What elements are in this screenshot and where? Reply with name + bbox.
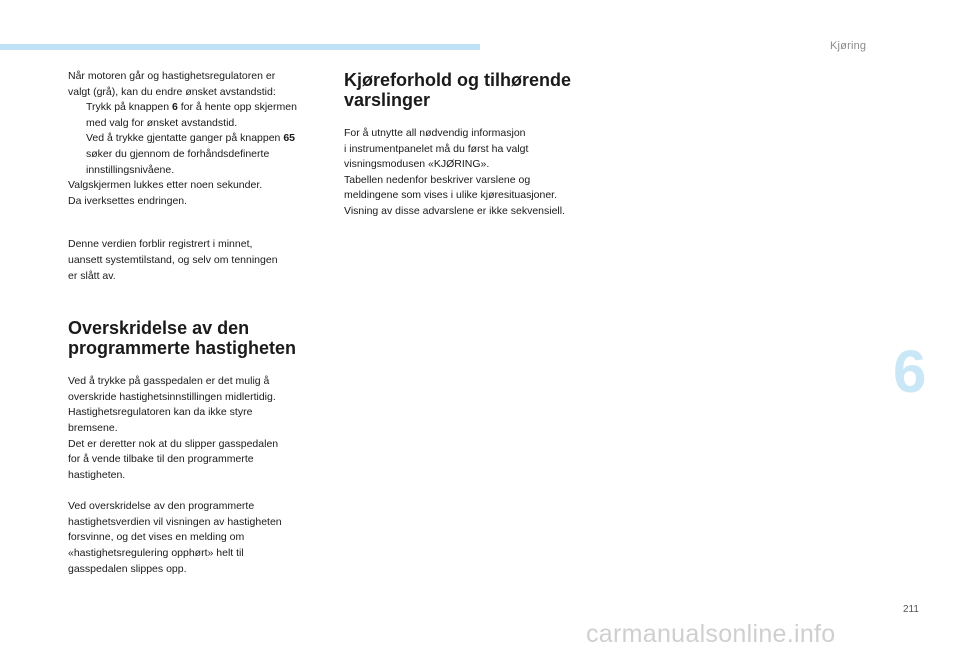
header-accent-bar [0, 44, 480, 50]
paragraph-line: for å vende tilbake til den programmerte [68, 453, 254, 466]
paragraph-line: Det er deretter nok at du slipper gasspedalen [68, 437, 279, 450]
bullet-marker-icon [68, 100, 86, 131]
page-number: 211 [903, 604, 919, 615]
paragraph-line: hastighetsverdien vil visningen av hastigheten [68, 515, 282, 528]
bullet-text: Ved å trykke gjentatte ganger på knappen [86, 132, 284, 145]
button-number: 6 [172, 101, 178, 114]
paragraph-line: For å utnytte all nødvendig informasjon [344, 127, 526, 139]
watermark: carmanualsonline.info [586, 620, 836, 648]
intro-line: valgt (grå), kan du endre ønsket avstandstid: [68, 85, 276, 98]
memory-line: er slått av. [68, 269, 116, 282]
closing-line: Valgskjermen lukkes etter noen sekunder. [68, 179, 263, 192]
bullet-item [68, 100, 320, 131]
paragraph-line: visningsmodusen «KJØRING». [344, 158, 490, 171]
chapter-number: 6 [893, 338, 927, 405]
memory-line: uansett systemtilstand, og selv om tenningen [68, 253, 278, 266]
bullet-marker-icon [68, 131, 86, 178]
paragraph-line: Ved overskridelse av den programmerte [68, 500, 255, 513]
paragraph-line: hastigheten. [68, 468, 126, 481]
bullet-text: søker du gjennom de forhåndsdefinerte innstillingsnivåene. [86, 147, 270, 176]
bullet-text: for å hente opp skjermen med valg for ønsket avstandstid. [86, 101, 297, 129]
paragraph-line: Ved å trykke på gasspedalen er det mulig å [68, 375, 270, 388]
section-name: Kjøring [830, 40, 867, 52]
section-heading: Kjøreforhold og tilhørende varslinger [344, 70, 571, 110]
closing-line: Da iverksettes endringen. [68, 194, 188, 207]
paragraph-line: bremsene. [68, 421, 118, 434]
paragraph-line: i instrumentpanelet må du først ha valgt [344, 142, 529, 155]
paragraph-line: Tabellen nedenfor beskriver varslene og [344, 173, 531, 186]
memory-line: Denne verdien forblir registrert i minnet, [68, 238, 253, 251]
bullet-text: Trykk på knappen [86, 101, 172, 114]
intro-line: Når motoren går og hastighetsregulatoren er [68, 70, 276, 82]
bullet-item [68, 131, 320, 178]
paragraph-line: «hastighetsregulering opphørt» helt til [68, 547, 244, 560]
section-heading: Overskridelse av den programmerte hastigheten [68, 318, 297, 359]
left-column [68, 69, 320, 577]
paragraph-line: Hastighetsregulatoren kan da ikke styre [68, 406, 253, 419]
button-number: 65 [283, 132, 295, 145]
paragraph-line: meldingene som vises i ulike kjøresituasjoner. [344, 189, 558, 202]
paragraph-line: forsvinne, og det vises en melding om [68, 531, 245, 544]
right-column [344, 70, 604, 220]
paragraph-line: Visning av disse advarslene er ikke sekvensiell. [344, 204, 566, 217]
paragraph-line: overskride hastighetsinnstillingen midlertidig. [68, 390, 276, 403]
paragraph-line: gasspedalen slippes opp. [68, 562, 187, 575]
